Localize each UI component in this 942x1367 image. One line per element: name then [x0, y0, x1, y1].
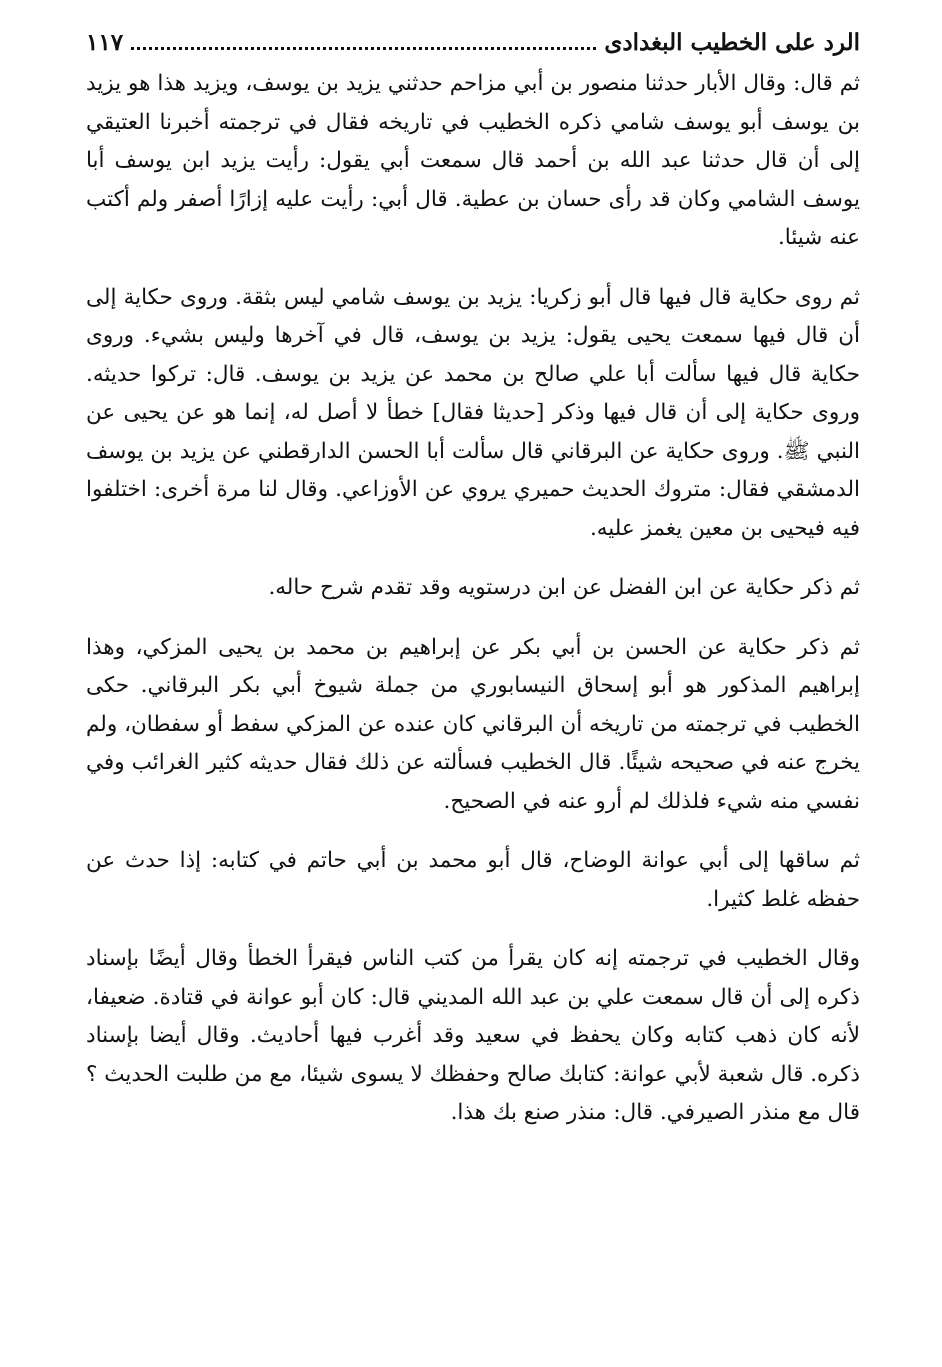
paragraph-3: ثم ذكر حكاية عن ابن الفضل عن ابن درستويه وقد تقدم شرح حاله. [268, 575, 860, 600]
paragraph-6: وقال الخطيب في ترجمته إنه كان يقرأ من كتب الناس فيقرأ الخطأ وقال أيضًا بإسناد ذكره إلى أن قال سمعت علي بن عبد الله المديني قال: كان أبو عوانة في قتادة. ضعيفا، لأنه كان ذهب كتابه وكان يحفظ في سعيد وقد أغرب فيها أحاديث. وقال أيضا بإسناد ذكره. قال شعبة لأبي عوانة: كتابك صالح وحفظك لا يسوى شيئا، مع من طلبت الحديث ؟ قال مع منذر الصيرفي. قال: منذر صنع بك هذا. [86, 946, 860, 1125]
paragraph-1: ثم قال: وقال الأبار حدثنا منصور بن أبي مزاحم حدثني يزيد بن يوسف، ويزيد هذا هو يزيد بن يوسف أبو يوسف شامي ذكره الخطيب في تاريخه فقال في ترجمته أخبرنا العتيقي إلى أن قال حدثنا عبد الله بن أحمد قال سمعت أبي يقول: رأيت يزيد ابن يوسف أبا يوسف الشامي وكان قد رأى حسان بن عطية. قال أبي: رأيت عليه إزارًا أصفر ولم أكتب عنه شيئا. [86, 71, 860, 250]
header-leader-dots [131, 33, 596, 50]
page-number: ١١٧ [86, 29, 124, 56]
running-header [86, 28, 860, 62]
paragraph-2: ثم روى حكاية قال فيها قال أبو زكريا: يزيد بن يوسف شامي ليس بثقة. وروى حكاية إلى أن قال فيها سمعت يحيى يقول: يزيد بن يوسف، قال في آخرها وليس بشيء. وروى حكاية قال فيها سألت أبا علي صالح بن محمد عن يزيد بن يوسف. قال: تركوا حديثه. وروى حكاية إلى أن قال فيها وذكر [حديثا فقال] خطأ لا أصل له، إنما هو عن يحيى عن النبي ﷺ. وروى حكاية عن البرقاني قال سألت أبا الحسن الدارقطني عن يزيد بن يوسف الدمشقي فقال: متروك الحديث حميري يروي عن الأوزاعي. وقال لنا مرة أخرى: اختلفوا فيه فيحيى بن معين يغمز عليه. [86, 284, 860, 541]
paragraph-5: ثم ساقها إلى أبي عوانة الوضاح، قال أبو محمد بن أبي حاتم في كتابه: إذا حدث عن حفظه غلط كثيرا. [86, 848, 860, 912]
header-title: الرد على الخطيب البغدادى [604, 29, 860, 56]
paragraph-4: ثم ذكر حكاية عن الحسن بن أبي بكر عن إبراهيم بن محمد بن يحيى المزكي، وهذا إبراهيم المذكور هو أبو إسحاق النيسابوري من جملة شيوخ أبي بكر البرقاني. حكى الخطيب في ترجمته من تاريخه أن البرقاني كان عنده عن المزكي سفط أو سفطان، ولم يخرج عنه في صحيحه شيئًا. قال الخطيب فسألته عن ذلك فقال حديثه كثير الغرائب وفي نفسي منه شيء فلذلك لم أرو عنه في الصحيح. [86, 634, 860, 814]
